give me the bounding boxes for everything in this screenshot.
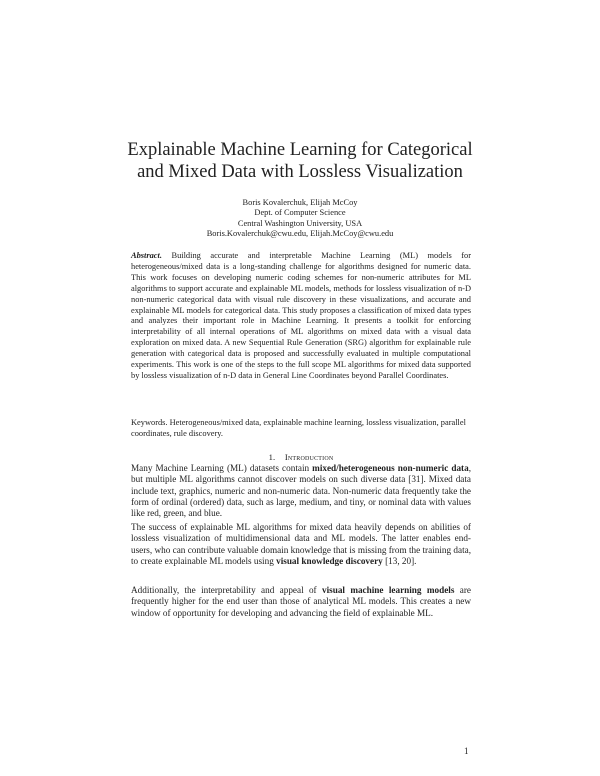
para-bold-text: mixed/heterogeneous non-numeric data: [312, 463, 469, 473]
author-dept: Dept. of Computer Science: [254, 208, 346, 218]
title-line-2: and Mixed Data with Lossless Visualization: [137, 162, 463, 182]
section-number: 1.: [268, 452, 276, 462]
para-text: The success of explainable ML algorithms for mixed data heavily depends on abilities of lossless visualization of multidimensional data and ML models. The latter enables end-users, who can contribute valuable domain knowledge that is missing from the training data, to create explainable ML models using: [131, 522, 471, 566]
section-heading: [131, 452, 471, 463]
paper-title: [100, 139, 500, 183]
para-bold-text: visual machine learning models: [321, 585, 455, 595]
section-title: Introduction: [284, 452, 334, 462]
keywords: Keywords. Heterogeneous/mixed data, explainable machine learning, lossless visualization, parallel coordinates, rule discovery.: [131, 418, 466, 438]
para-text: Many Machine Learning (ML) datasets contain: [131, 463, 313, 473]
author-emails: Boris.Kovalerchuk@cwu.edu, Elijah.McCoy@cwu.edu: [206, 229, 394, 239]
title-line-1: Explainable Machine Learning for Categorical: [127, 140, 473, 160]
para-text: [13, 20].: [382, 555, 417, 566]
author-names: Boris Kovalerchuk, Elijah McCoy: [242, 198, 358, 207]
author-university: Central Washington University, USA: [237, 218, 363, 228]
abstract-text: Building accurate and interpretable Machine Learning (ML) models for heterogeneous/mixed data is a long-standing challenge for algorithms designed for numeric data. This work focuses on developing numeric coding schemes for non-numeric attributes for ML algorithms to support accurate and explainable ML models, methods for lossless visualization of n-D non-numeric categorical data with visual rule discovery in these visualizations, and accurate and explainable ML models for categorical data. This study proposes a classification of mixed data types and analyzes their important role in Machine Learning. It presents a toolkit for enforcing interpretability of all internal operations of ML algorithms on mixed data with a visual data exploration on mixed data. A new Sequential Rule Generation (SRG) algorithm for explainable rule generation with categorical data is proposed and successfully evaluated in multiple computational experiments. This work is one of the steps to the full scope ML algorithms for mixed data supported by lossless visualization of n-D data in General Line Coordinates beyond Parallel Coordinates.: [131, 251, 472, 380]
abstract-label: Abstract.: [131, 251, 162, 260]
page-number: 1: [464, 746, 469, 756]
para-text: are frequently higher for the end user than those of analytical ML models. This creates a new window of opportunity for developing and advancing the field of explainable ML.: [131, 585, 472, 618]
intro-paragraph-1: [131, 463, 471, 519]
abstract: [131, 251, 471, 382]
intro-paragraph-2: [131, 522, 471, 567]
para-bold-text: visual knowledge discovery: [276, 555, 383, 566]
para-text: Additionally, the interpretability and appeal of: [131, 585, 322, 595]
para-text: , but multiple ML algorithms cannot discover models on such diverse data [31]. Mixed data include text, graphics, numeric and non-numeric data. Non-numeric data frequently take the form of ordinal (ordered) data, such as large, medium, and tiny, or nominal data with values like red, green, and blue.: [131, 463, 471, 519]
author-block: [150, 198, 450, 240]
intro-paragraph-3: [131, 585, 471, 619]
